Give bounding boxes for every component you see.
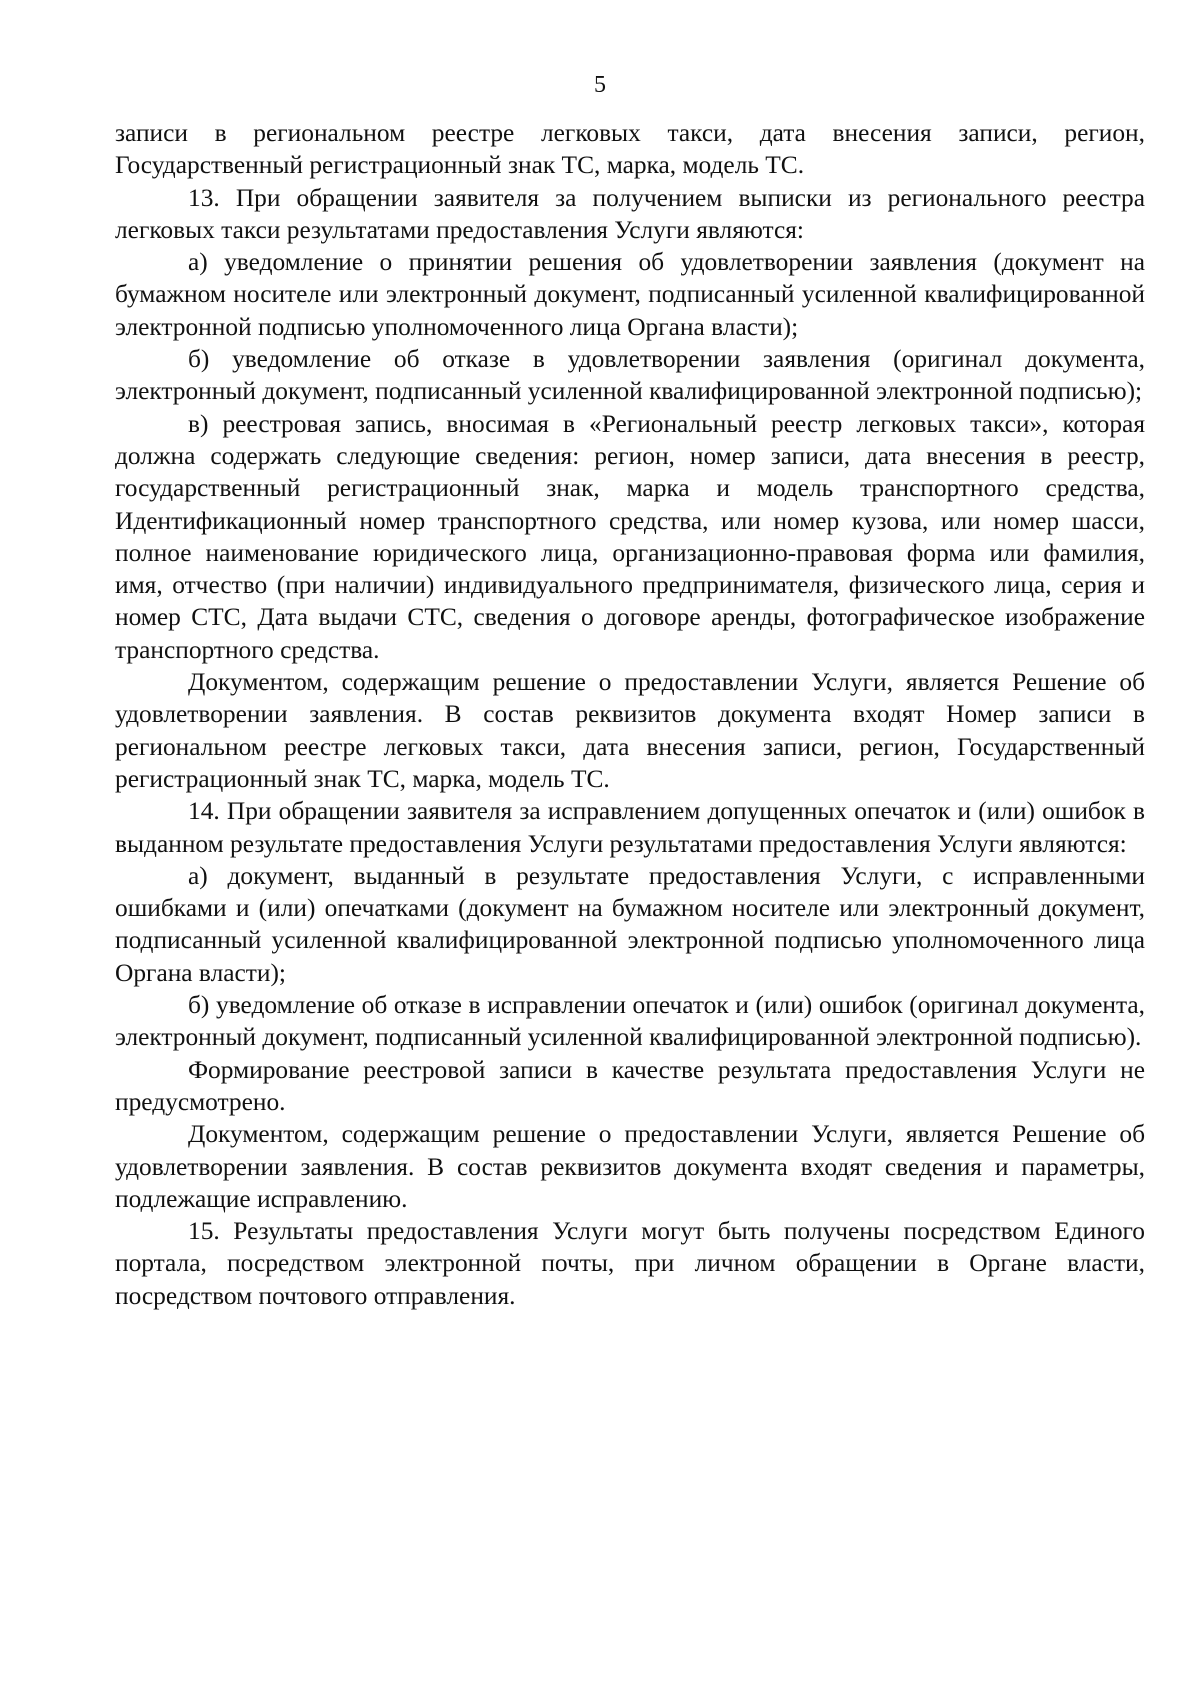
paragraph-registry-note: Формирование реестровой записи в качестве результата предоставления Услуги не предусмотрено. (115, 1055, 1145, 1116)
paragraph-continuation: записи в региональном реестре легковых такси, дата внесения записи, регион, Государственный регистрационный знак ТС, марка, модель ТС. (115, 119, 1145, 180)
paragraph-item-14: 14. При обращении заявителя за исправлением допущенных опечаток и (или) ошибок в выданном результате предоставления Услуги результатами предоставления Услуги являются: (115, 797, 1145, 858)
paragraph-decision-14: Документом, содержащим решение о предоставлении Услуги, является Решение об удовлетворении заявления. В состав реквизитов документа входят сведения и параметры, подлежащие исправлению. (115, 1120, 1145, 1213)
paragraph-item-13-v: в) реестровая запись, вносимая в «Региональный реестр легковых такси», которая должна содержать следующие сведения: регион, номер записи, дата внесения в реестр, государственный регистрационный знак, марка и модель транспортного средства, Идентификационный номер транспортного средства, или номер кузова, или номер шасси, полное наименование юридического лица, организационно-правовая форма или фамилия, имя, отчество (при наличии) индивидуального предпринимателя, физического лица, серия и номер СТС, Дата выдачи СТС, сведения о договоре аренды, фотографическое изображение транспортного средства. (115, 409, 1145, 664)
document-body (115, 117, 1145, 1312)
paragraph-item-13-a: а) уведомление о принятии решения об удовлетворении заявления (документ на бумажном носителе или электронный документ, подписанный усиленной квалифицированной электронной подписью уполномоченного лица Органа власти); (115, 248, 1145, 341)
page-number: 5 (594, 72, 606, 98)
paragraph-item-13: 13. При обращении заявителя за получением выписки из регионального реестра легковых такси результатами предоставления Услуги являются: (115, 183, 1145, 244)
paragraph-item-13-b: б) уведомление об отказе в удовлетворении заявления (оригинал документа, электронный документ, подписанный усиленной квалифицированной электронной подписью); (115, 345, 1145, 406)
paragraph-item-14-a: а) документ, выданный в результате предоставления Услуги, с исправленными ошибками и (или) опечатками (документ на бумажном носителе или электронный документ, подписанный усиленной квалифицированной электронной подписью уполномоченного лица Органа власти); (115, 861, 1145, 987)
paragraph-item-15: 15. Результаты предоставления Услуги могут быть получены посредством Единого портала, посредством электронной почты, при личном обращении в Органе власти, посредством почтового отправления. (115, 1217, 1145, 1310)
paragraph-item-14-b: б) уведомление об отказе в исправлении опечаток и (или) ошибок (оригинал документа, электронный документ, подписанный усиленной квалифицированной электронной подписью). (115, 991, 1145, 1052)
paragraph-decision-13: Документом, содержащим решение о предоставлении Услуги, является Решение об удовлетворении заявления. В состав реквизитов документа входят Номер записи в региональном реестре легковых такси, дата внесения записи, регион, Государственный регистрационный знак ТС, марка, модель ТС. (115, 668, 1145, 793)
